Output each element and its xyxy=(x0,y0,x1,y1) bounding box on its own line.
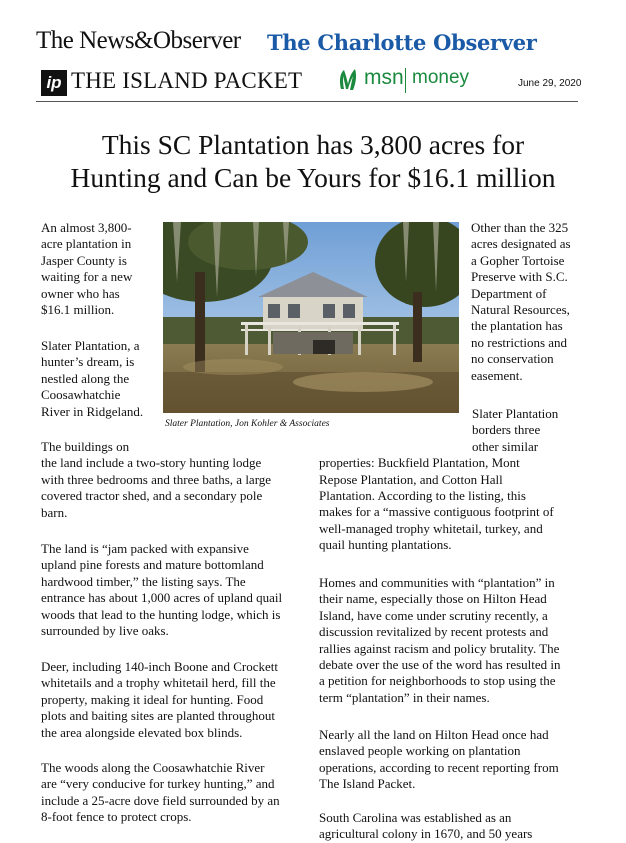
text-line: Other than the 325 xyxy=(471,220,569,235)
text-line: Island, have come under scrutiny recently, a xyxy=(319,607,548,623)
text-line: discussion revitalized by recent protests and xyxy=(319,624,549,640)
text-line: well-managed trophy whitetail, turkey, and xyxy=(319,520,543,536)
text-line: barn. xyxy=(41,504,68,520)
hunting-lodge-image xyxy=(163,222,459,413)
charlotte-observer-logo: The Charlotte Observer xyxy=(267,30,537,55)
text-line: hardwood timber,” the listing says. The xyxy=(41,573,246,589)
publication-date: June 29, 2020 xyxy=(518,78,582,89)
text-line: Slater Plantation, a xyxy=(41,338,140,353)
text-line: enslaved people working on plantation xyxy=(319,743,521,759)
article-headline xyxy=(0,128,626,194)
text-line: a petition for neighborhoods to stop using the xyxy=(319,673,556,689)
text-line: properties: Buckfield Plantation, Mont xyxy=(319,455,520,471)
text-line: Jasper County is xyxy=(41,252,127,268)
text-line: easement. xyxy=(471,367,523,383)
body-paragraph xyxy=(319,575,561,706)
text-line: hunter’s dream, is xyxy=(41,354,135,370)
text-line: with three bedrooms and three baths, a large xyxy=(41,471,272,487)
text-line: Repose Plantation, and Cotton Hall xyxy=(319,471,503,487)
photo-caption: Slater Plantation, Jon Kohler & Associates xyxy=(165,419,330,429)
text-line: no restrictions and xyxy=(471,334,568,350)
text-line: include a 25-acre dove field surrounded by an xyxy=(41,792,280,808)
msn-logo: msn xyxy=(364,66,404,89)
text-line: their name, especially those on Hilton Head xyxy=(319,591,547,607)
text-line: Plantation. According to the listing, this xyxy=(319,488,526,504)
headline-line: This SC Plantation has 3,800 acres for xyxy=(101,129,525,160)
text-line: waiting for a new xyxy=(41,269,133,285)
text-line: property, making it ideal for hunting. Food xyxy=(41,691,264,707)
text-line: whitetails and a trophy whitetail herd, fill the xyxy=(41,675,276,691)
text-line: woods that lead to the hunting lodge, which is xyxy=(41,606,281,622)
text-line: Preserve with S.C. xyxy=(471,269,568,285)
text-line: Homes and communities with “plantation” in xyxy=(319,575,555,590)
text-line: term “plantation” in their names. xyxy=(319,689,490,705)
text-line: operations, according to recent reporting from xyxy=(319,759,559,775)
headline-line: Hunting and Can be Yours for $16.1 million xyxy=(70,162,556,193)
text-line: quail hunting plantations. xyxy=(319,537,452,553)
text-line: makes for a “massive contiguous footprint of xyxy=(319,504,554,520)
msn-divider xyxy=(405,68,406,93)
plantation-photo xyxy=(163,222,459,413)
text-line: covered tractor shed, and a secondary pole xyxy=(41,488,263,504)
text-line: rallies against racism and policy brutality. The xyxy=(319,640,560,656)
island-packet-logo: THE ISLAND PACKET xyxy=(71,68,303,93)
body-paragraph xyxy=(319,406,558,554)
text-line: 8-foot fence to protect crops. xyxy=(41,809,192,825)
text-line: borders three xyxy=(472,422,541,438)
body-paragraph xyxy=(41,541,282,639)
text-line: $16.1 million. xyxy=(41,302,115,318)
text-line: nestled along the xyxy=(41,370,130,386)
text-line: the land include a two-story hunting lodge xyxy=(41,455,262,471)
text-line: Slater Plantation xyxy=(472,406,559,421)
text-line: Coosawhatchie xyxy=(41,387,121,403)
text-line: The buildings on xyxy=(41,439,130,454)
text-line: Deer, including 140-inch Boone and Crockett xyxy=(41,659,279,674)
news-observer-logo: The News&Observer xyxy=(36,27,241,54)
text-line: agricultural colony in 1670, and 50 years xyxy=(319,826,533,842)
body-paragraph xyxy=(41,760,280,826)
text-line: acres designated as xyxy=(471,236,571,252)
text-line: a Gopher Tortoise xyxy=(471,252,565,268)
text-line: other similar xyxy=(472,438,539,454)
text-line: surrounded by live oaks. xyxy=(41,623,169,639)
text-line: Nearly all the land on Hilton Head once had xyxy=(319,727,549,742)
msn-butterfly-icon xyxy=(337,67,359,93)
body-paragraph xyxy=(41,659,278,741)
island-packet-logo-mark: ip xyxy=(41,70,67,96)
text-line: An almost 3,800- xyxy=(41,220,132,235)
body-paragraph xyxy=(41,220,132,318)
text-line: The land is “jam packed with expansive xyxy=(41,541,249,556)
text-line: acre plantation in xyxy=(41,236,132,252)
text-line: no conservation xyxy=(471,351,554,367)
text-line: the area alongside elevated box blinds. xyxy=(41,724,243,740)
text-line: entrance has about 1,000 acres of upland quail xyxy=(41,590,283,606)
body-paragraph xyxy=(319,810,532,843)
body-paragraph xyxy=(471,220,571,384)
text-line: debate over the use of the word has resulted in xyxy=(319,657,561,673)
text-line: upland pine forests and mature bottomland xyxy=(41,557,264,573)
text-line: The Island Packet. xyxy=(319,776,416,792)
text-line: plots and baiting sites are planted throughout xyxy=(41,708,275,724)
text-line: River in Ridgeland. xyxy=(41,403,144,419)
text-line: The woods along the Coosawhatchie River xyxy=(41,760,265,775)
text-line: the plantation has xyxy=(471,318,563,334)
text-line: are “very conducive for turkey hunting,” and xyxy=(41,776,275,792)
text-line: South Carolina was established as an xyxy=(319,810,512,825)
masthead-divider xyxy=(36,101,578,102)
body-paragraph xyxy=(41,439,271,521)
text-line: Department of xyxy=(471,285,547,301)
body-paragraph xyxy=(41,338,143,420)
body-paragraph xyxy=(319,727,559,793)
msn-money-logo: money xyxy=(412,67,470,88)
text-line: Natural Resources, xyxy=(471,302,570,318)
text-line: owner who has xyxy=(41,285,120,301)
